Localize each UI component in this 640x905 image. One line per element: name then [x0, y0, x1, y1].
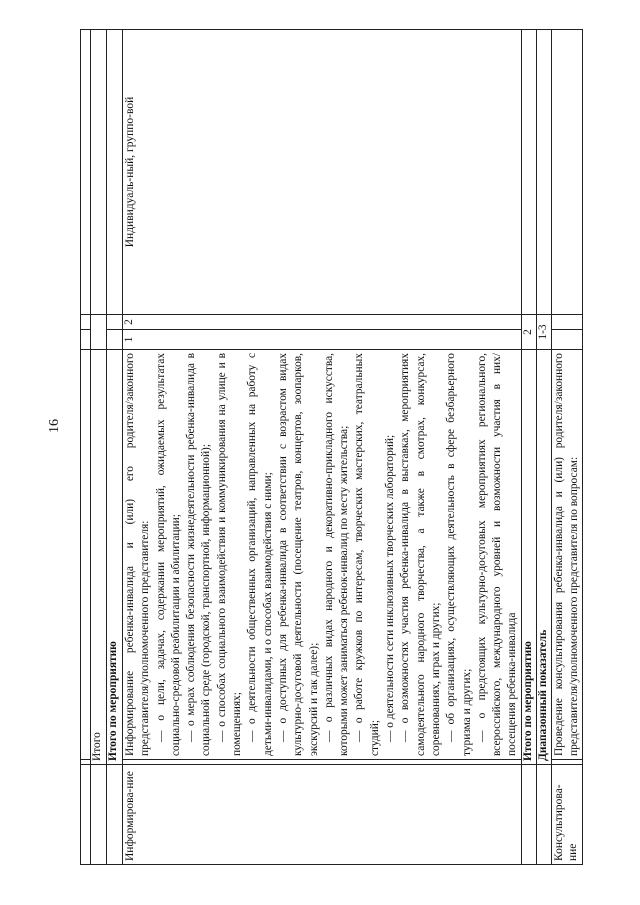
itogo-label: Итого: [91, 350, 107, 765]
rotated-table-area: [80, 30, 633, 865]
list-item: — о работе кружков по интересам, творческих мастерских, театральных студий;: [353, 353, 381, 756]
range-value: 1-3: [536, 315, 551, 350]
range-label: Диапазонный показатель: [536, 350, 551, 765]
list-item: — о доступных для ребенка-инвалида в соответствии с возрастом видах культурно-досуговой деятельности (посещение театров, концертов, зоопарков, экскурсий и так далее);: [276, 353, 320, 756]
table-row-itogo-meropriyatie-header: [107, 30, 123, 865]
informing-count-1: 1: [123, 330, 522, 350]
activities-table: [80, 29, 583, 865]
list-item: — о различных видах народного и декоративно-прикладного искусства, которыми может заниматься ребенок-инвалид по месту жительства;: [322, 353, 351, 756]
page-number: 16: [47, 419, 62, 433]
table-row-informing: [123, 30, 522, 865]
informing-form: Индивидуаль-ный, группо-вой: [123, 30, 522, 315]
itogo-count: 2: [521, 315, 536, 350]
list-item: — о деятельности общественных организаций, направленных на работу с детьми-инвалидами, и о способах взаимодействия с ними;: [246, 353, 274, 756]
consulting-text: Проведение консультирования ребенка-инвалида и (или) родителя/законного представителя/уполномоченного представителя по вопросам:: [552, 353, 581, 756]
list-item: — о цели, задачах, содержании мероприятий, ожидаемых результатах социально-средовой реабилитации и абилитации;: [154, 353, 182, 756]
informing-count-2: 2: [123, 315, 522, 330]
table-row-range: [536, 30, 551, 865]
table-row-itogo-header: [91, 30, 107, 865]
list-item: — о деятельности сети инклюзивных творческих лабораторий;: [384, 434, 397, 742]
list-item: — о возможностях участия ребенка-инвалида в выставках, мероприятиях самодеятельного народного творчества, а также в смотрах, конкурсах, соревнованиях, играх и других;: [399, 353, 442, 756]
table-row-itogo-meropriyatie: [521, 30, 536, 865]
informing-content: [123, 350, 522, 760]
list-item: — об организациях, осуществляющих деятельность в сфере безбарьерного туризма и других;: [445, 353, 473, 756]
list-item: — о мерах соблюдения безопасности жизнедеятельности ребенка-инвалида в социальной среде (городской, транспортной, информационной);: [185, 353, 213, 756]
itogo-po-meropriyatiyu-label-2: Итого по мероприятию: [521, 350, 536, 765]
informing-intro: Информирование ребенка-инвалида и (или) его родителя/законного представителя/уполномоченного представителя:: [124, 353, 152, 756]
section-title-informing: Информирова-ние: [123, 765, 522, 865]
list-item: — о предстоящих культурно-досуговых мероприятиях регионального, всероссийского, международного уровней и возможности участия в них/посещения ребенка-инвалида: [475, 353, 519, 756]
consulting-content: [551, 350, 583, 760]
list-item: — о способах социального взаимодействия и коммуникирования на улице и в помещениях;: [215, 353, 244, 756]
itogo-po-meropriyatiyu-label: Итого по мероприятию: [107, 350, 123, 765]
section-title-consulting: Консультирова-ние: [551, 765, 583, 865]
table-row-consulting: [551, 30, 583, 865]
table-top-row: [81, 30, 91, 865]
